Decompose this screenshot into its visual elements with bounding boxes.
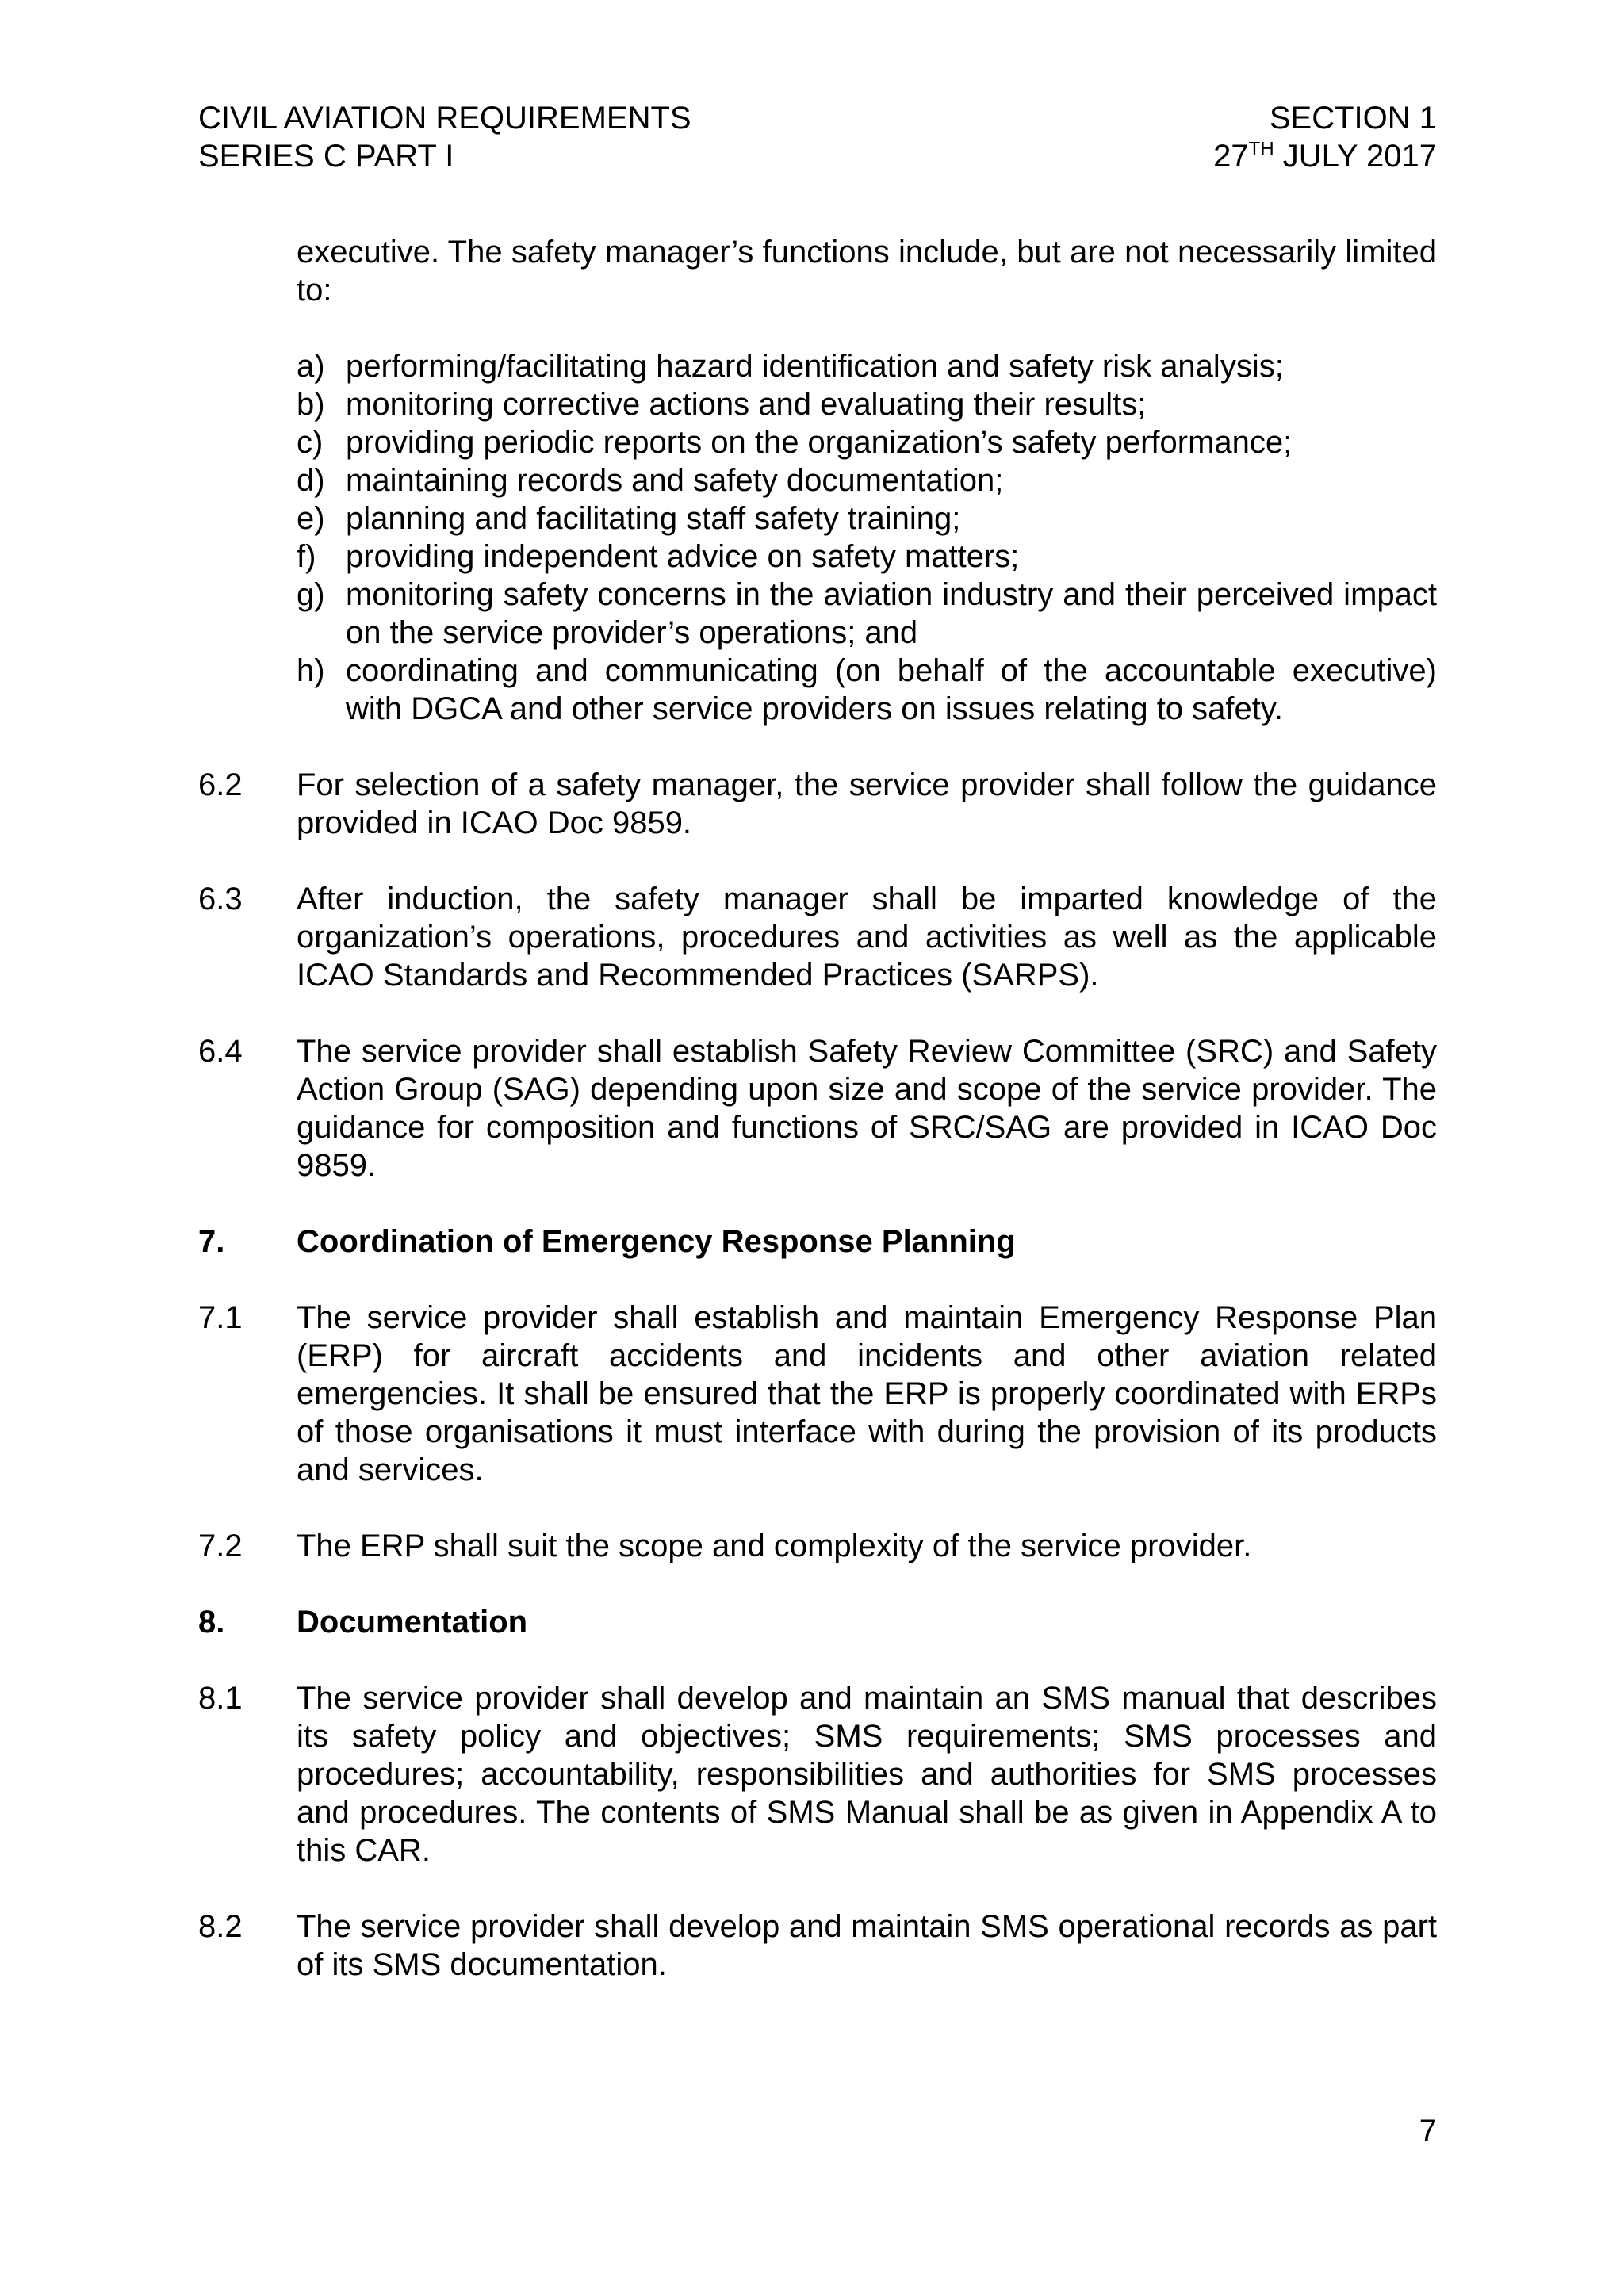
section-8-1 [198,1679,1437,1869]
section-number: 6.3 [198,882,243,916]
section-number: 7.1 [198,1300,243,1335]
list-marker: g) [297,577,325,612]
section-text: The service provider shall establish and maintain Emergency Response Plan (ERP) for aircraft accidents and incidents and other aviation related emergencies. It shall be ensured that the ERP is properly coordinated with ERPs of those organisations it must interface with during the provision of its products and services. [297,1300,1437,1487]
heading-documentation [198,1603,1437,1641]
header-left [198,99,912,175]
section-7-2 [198,1527,1437,1565]
list-item [297,423,1437,461]
section-number: 7.2 [198,1529,243,1563]
list-item [297,461,1437,499]
list-marker: c) [297,425,324,460]
safety-manager-functions-list [297,347,1437,728]
section-text: The service provider shall establish Safety Review Committee (SRC) and Safety Action Group (SAG) depending upon size and scope of the service provider. The guidance for composition and functions of SRC/SAG are provided in ICAO Doc 9859. [297,1034,1437,1183]
list-marker: e) [297,501,325,536]
list-item-text: planning and facilitating staff safety training; [346,501,961,536]
list-marker: h) [297,653,325,688]
header-title: CIVIL AVIATION REQUIREMENTS [198,101,691,136]
section-number: 8.2 [198,1909,243,1944]
header-date: 27TH JULY 2017 [1213,138,1437,174]
section-number: 6.4 [198,1034,243,1069]
header-section: SECTION 1 [1269,101,1437,136]
section-6-2 [198,766,1437,842]
intro-paragraph: executive. The safety manager’s functions include, but are not necessarily limited to: [297,235,1437,308]
section-6-4 [198,1032,1437,1184]
document-body [198,233,1437,1984]
section-number: 6.2 [198,767,243,802]
list-item-text: monitoring safety concerns in the aviation industry and their perceived impact on the service provider’s operations; and [346,577,1437,650]
header-series: SERIES C PART I [198,139,454,174]
section-number: 8. [198,1605,225,1640]
section-6-3 [198,880,1437,994]
section-heading: Documentation [297,1605,528,1640]
header-right [882,99,1437,175]
heading-emergency-response-planning [198,1223,1437,1261]
section-text: After induction, the safety manager shall be imparted knowledge of the organization’s operations, procedures and activities as well as the applicable ICAO Standards and Recommended Practices (SARPS). [297,882,1437,993]
list-item [297,576,1437,652]
section-number: 7. [198,1224,225,1259]
list-marker: a) [297,349,325,384]
list-item [297,385,1437,423]
section-heading: Coordination of Emergency Response Planning [297,1224,1016,1259]
list-marker: b) [297,387,325,422]
section-7-1 [198,1299,1437,1489]
list-item [297,499,1437,538]
section-text: For selection of a safety manager, the service provider shall follow the guidance provided in ICAO Doc 9859. [297,767,1437,840]
list-item-text: providing independent advice on safety matters; [346,539,1020,574]
list-item [297,538,1437,576]
list-marker: d) [297,463,325,498]
list-item-text: performing/facilitating hazard identification and safety risk analysis; [346,349,1284,384]
list-item-text: providing periodic reports on the organization’s safety performance; [346,425,1293,460]
section-text: The service provider shall develop and maintain an SMS manual that describes its safety policy and objectives; SMS requirements; SMS processes and procedures; accountability, responsibilities and authorities for SMS processes and procedures. The contents of SMS Manual shall be as given in Appendix A to this CAR. [297,1681,1437,1868]
section-text: The ERP shall suit the scope and complexity of the service provider. [297,1529,1252,1563]
list-item [297,652,1437,728]
list-item-text: monitoring corrective actions and evaluating their results; [346,387,1147,422]
section-number: 8.1 [198,1681,243,1716]
list-item-text: coordinating and communicating (on behalf of the accountable executive) with DGCA and other service providers on issues relating to safety. [346,653,1437,726]
page-number: 7 [1419,2114,1437,2149]
list-item-text: maintaining records and safety documentation; [346,463,1004,498]
section-8-2 [198,1908,1437,1984]
list-marker: f) [297,539,316,574]
list-item [297,347,1437,385]
section-text: The service provider shall develop and maintain SMS operational records as part of its SMS documentation. [297,1909,1437,1982]
